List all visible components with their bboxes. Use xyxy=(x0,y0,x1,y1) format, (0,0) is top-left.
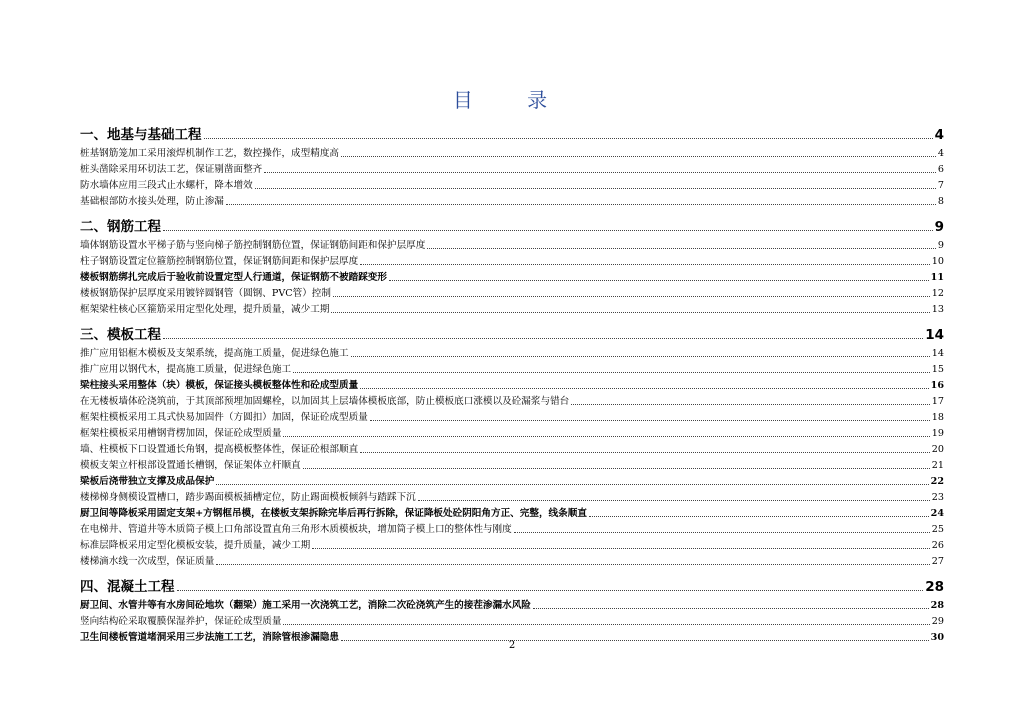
dot-leader xyxy=(389,279,929,281)
toc-entry-title: 楼板钢筋保护层厚度采用镀锌圆钢管（圆钢、PVC管）控制 xyxy=(80,288,331,299)
dot-leader xyxy=(418,499,930,501)
toc-entry-page: 29 xyxy=(931,616,944,627)
toc-entry[interactable] xyxy=(80,410,944,426)
dot-leader xyxy=(589,515,929,517)
dot-leader xyxy=(360,451,930,453)
toc-entry[interactable] xyxy=(80,394,944,410)
toc-entry-title: 厨卫间等降板采用固定支架+方钢框吊模，在楼板支架拆除完毕后再行拆除，保证降板处砼阴阳角方正、完整，线条顺直 xyxy=(80,508,587,519)
toc-entry-title: 楼梯梯身侧模设置槽口，踏步踢面模板插槽定位，防止踢面模板倾斜与踏踩下沉 xyxy=(80,492,416,503)
dot-leader xyxy=(163,337,923,339)
dot-leader xyxy=(533,607,929,609)
dot-leader xyxy=(293,371,930,373)
table-of-contents xyxy=(80,118,944,646)
dot-leader xyxy=(351,355,930,357)
dot-leader xyxy=(571,403,930,405)
toc-entry[interactable] xyxy=(80,378,944,394)
toc-entry-page: 23 xyxy=(931,492,944,503)
toc-entry-title: 梁板后浇带独立支撑及成品保护 xyxy=(80,476,215,487)
dot-leader xyxy=(216,483,928,485)
dot-leader xyxy=(264,171,936,173)
toc-entry[interactable] xyxy=(80,302,944,318)
toc-entry-title: 竖向结构砼采取覆膜保湿养护，保证砼成型质量 xyxy=(80,616,282,627)
page-number: 2 xyxy=(508,640,516,651)
toc-entry[interactable] xyxy=(80,538,944,554)
dot-leader xyxy=(177,589,924,591)
toc-entry-page: 4 xyxy=(937,148,944,159)
toc-entry[interactable] xyxy=(80,362,944,378)
dot-leader xyxy=(204,137,933,139)
toc-entry-page: 9 xyxy=(937,240,944,251)
toc-entry-title: 防水墙体应用三段式止水螺杆，降本增效 xyxy=(80,180,253,191)
toc-entry-title: 基础根部防水接头处理，防止渗漏 xyxy=(80,196,224,207)
dot-leader xyxy=(283,435,929,437)
dot-leader xyxy=(216,563,929,565)
toc-entry-page: 18 xyxy=(931,412,944,423)
toc-entry-page: 8 xyxy=(937,196,944,207)
toc-section-heading[interactable] xyxy=(80,324,944,346)
toc-entry[interactable] xyxy=(80,458,944,474)
dot-leader xyxy=(427,247,936,249)
toc-entry[interactable] xyxy=(80,442,944,458)
toc-entry-page: 27 xyxy=(931,556,944,567)
toc-entry-title: 标准层降板采用定型化模板安装，提升质量，减少工期 xyxy=(80,540,311,551)
toc-entry-page: 4 xyxy=(934,127,944,143)
toc-entry[interactable] xyxy=(80,554,944,570)
toc-entry-page: 22 xyxy=(930,476,944,487)
toc-entry-page: 24 xyxy=(930,508,944,519)
toc-entry-page: 30 xyxy=(930,632,944,643)
toc-entry[interactable] xyxy=(80,346,944,362)
toc-entry-page: 21 xyxy=(931,460,944,471)
toc-entry[interactable] xyxy=(80,614,944,630)
dot-leader xyxy=(226,203,936,205)
toc-entry[interactable] xyxy=(80,238,944,254)
dot-leader xyxy=(370,419,930,421)
toc-entry-title: 四、混凝土工程 xyxy=(80,579,175,595)
toc-entry-page: 9 xyxy=(934,219,944,235)
toc-entry-page: 11 xyxy=(930,272,944,283)
toc-entry[interactable] xyxy=(80,490,944,506)
dot-leader xyxy=(341,155,936,157)
toc-entry-page: 14 xyxy=(931,348,944,359)
toc-entry-title: 楼板钢筋绑扎完成后于验收前设置定型人行通道，保证钢筋不被踏踩变形 xyxy=(80,272,387,283)
dot-leader xyxy=(283,623,929,625)
toc-entry-title: 在电梯井、管道井等木质筒子模上口角部设置直角三角形木质模板块，增加筒子模上口的整体性与刚度 xyxy=(80,524,512,535)
toc-entry-page: 28 xyxy=(925,579,944,595)
toc-entry-title: 卫生间楼板管道堵洞采用三步法施工工艺，消除管根渗漏隐患 xyxy=(80,632,340,643)
toc-entry-title: 二、钢筋工程 xyxy=(80,219,161,235)
toc-entry-page: 16 xyxy=(930,380,944,391)
toc-entry-title: 框架柱模板采用工具式快易加固件（方圆扣）加固，保证砼成型质量 xyxy=(80,412,368,423)
toc-entry-page: 10 xyxy=(931,256,944,267)
toc-entry-title: 梁柱接头采用整体（块）模板，保证接头模板整体性和砼成型质量 xyxy=(80,380,359,391)
toc-entry[interactable] xyxy=(80,270,944,286)
toc-entry-page: 12 xyxy=(931,288,944,299)
toc-entry-page: 13 xyxy=(931,304,944,315)
toc-entry-title: 墙体钢筋设置水平梯子筋与竖向梯子筋控制钢筋位置，保证钢筋间距和保护层厚度 xyxy=(80,240,426,251)
dot-leader xyxy=(312,547,930,549)
toc-entry-title: 三、模板工程 xyxy=(80,327,161,343)
toc-entry-title: 墙、柱模板下口设置通长角钢，提高模板整体性，保证砼根部顺直 xyxy=(80,444,359,455)
toc-section-heading[interactable] xyxy=(80,216,944,238)
toc-entry-title: 模板支架立杆根部设置通长槽钢，保证架体立杆顺直 xyxy=(80,460,301,471)
toc-entry[interactable] xyxy=(80,426,944,442)
toc-entry-title: 推广应用铝框木模板及支架系统，提高施工质量，促进绿色施工 xyxy=(80,348,349,359)
dot-leader xyxy=(303,467,930,469)
dot-leader xyxy=(163,229,933,231)
dot-leader xyxy=(255,187,936,189)
toc-entry-title: 桩头凿除采用环切法工艺，保证剔凿面整齐 xyxy=(80,164,263,175)
dot-leader xyxy=(360,387,928,389)
dot-leader xyxy=(360,263,930,265)
toc-entry[interactable] xyxy=(80,146,944,162)
dot-leader xyxy=(331,311,929,313)
toc-entry-title: 一、地基与基础工程 xyxy=(80,127,202,143)
toc-entry-page: 20 xyxy=(931,444,944,455)
toc-entry-page: 19 xyxy=(931,428,944,439)
toc-entry[interactable] xyxy=(80,254,944,270)
toc-entry-title: 桩基钢筋笼加工采用滚焊机制作工艺，数控操作，成型精度高 xyxy=(80,148,340,159)
toc-section-heading[interactable] xyxy=(80,124,944,146)
toc-entry-title: 框架柱模板采用槽钢背楞加固，保证砼成型质量 xyxy=(80,428,282,439)
toc-entry-page: 7 xyxy=(937,180,944,191)
toc-entry-page: 28 xyxy=(930,600,944,611)
toc-entry-page: 15 xyxy=(931,364,944,375)
toc-entry[interactable] xyxy=(80,194,944,210)
toc-entry-page: 6 xyxy=(937,164,944,175)
toc-entry[interactable] xyxy=(80,474,944,490)
toc-entry[interactable] xyxy=(80,178,944,194)
toc-entry-page: 17 xyxy=(931,396,944,407)
page-title: 目 录 xyxy=(452,88,572,112)
toc-entry-title: 在无楼板墙体砼浇筑前，于其顶部预埋加固螺栓，以加固其上层墙体模板底部，防止模板底口涨模以及砼漏浆与错台 xyxy=(80,396,570,407)
toc-entry-title: 推广应用以钢代木，提高施工质量，促进绿色施工 xyxy=(80,364,292,375)
toc-entry-title: 楼梯滴水线一次成型，保证质量 xyxy=(80,556,215,567)
toc-entry-page: 25 xyxy=(931,524,944,535)
dot-leader xyxy=(514,531,930,533)
toc-entry-page: 14 xyxy=(925,327,944,343)
toc-entry-page: 26 xyxy=(931,540,944,551)
dot-leader xyxy=(333,295,930,297)
toc-entry[interactable] xyxy=(80,598,944,614)
toc-entry-title: 框架梁柱核心区箍筋采用定型化处理，提升质量，减少工期 xyxy=(80,304,330,315)
toc-section-heading[interactable] xyxy=(80,576,944,598)
toc-entry-title: 柱子钢筋设置定位箍筋控制钢筋位置，保证钢筋间距和保护层厚度 xyxy=(80,256,359,267)
toc-entry[interactable] xyxy=(80,506,944,522)
toc-entry-title: 厨卫间、水管井等有水房间砼地坎（翻梁）施工采用一次浇筑工艺，消除二次砼浇筑产生的接茬渗漏水风险 xyxy=(80,600,531,611)
toc-entry[interactable] xyxy=(80,162,944,178)
toc-entry[interactable] xyxy=(80,522,944,538)
toc-entry[interactable] xyxy=(80,286,944,302)
